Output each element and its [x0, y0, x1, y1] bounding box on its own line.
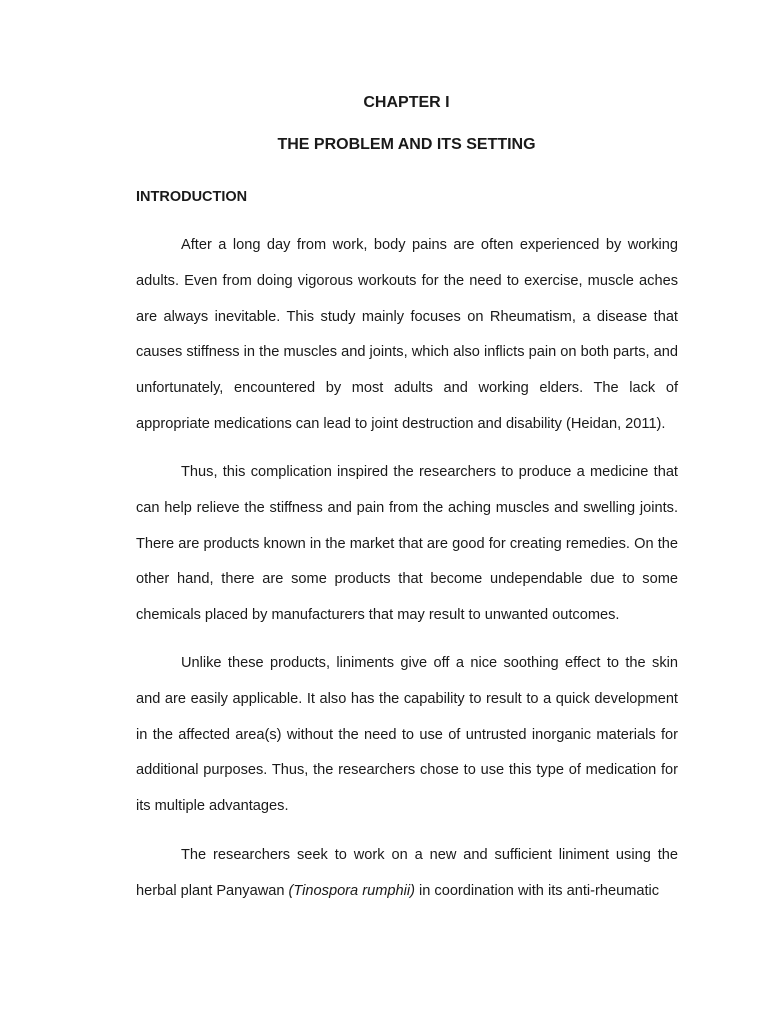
paragraph-4-text-after: in coordination with its anti-rheumatic	[414, 882, 660, 899]
section-heading: INTRODUCTION	[136, 189, 248, 205]
scientific-name: (Tinospora rumphii)	[288, 882, 415, 899]
chapter-title: THE PROBLEM AND ITS SETTING	[277, 136, 536, 153]
paragraph-4	[136, 838, 678, 910]
paragraph-1: After a long day from work, body pains are often experienced by working adults. Even from doing vigorous workouts for the need to exercise, muscle aches are always inevitable. This study mainly focuses on Rheumatism, a disease that causes stiffness in the muscles and joints, which also inflicts pain on both parts, and unfortunately, encountered by most adults and working elders. The lack of appropriate medications can lead to joint destruction and disability (Heidan, 2011).	[136, 237, 678, 432]
paragraph-4-text-before: The researchers seek to work on a new and sufficient liniment using the herbal plant Panyawan	[136, 847, 678, 899]
chapter-heading: CHAPTER I	[363, 94, 450, 111]
paragraph-3: Unlike these products, liniments give off a nice soothing effect to the skin and are easily applicable. It also has the capability to result to a quick development in the affected area(s) without the need to use of untrusted inorganic materials for additional purposes. Thus, the researchers chose to use this type of medication for its multiple advantages.	[136, 655, 678, 815]
paragraph-2: Thus, this complication inspired the researchers to produce a medicine that can help relieve the stiffness and pain from the aching muscles and swelling joints. There are products known in the market that are good for creating remedies. On the other hand, there are some products that become undependable due to some chemicals placed by manufacturers that may result to unwanted outcomes.	[136, 464, 678, 624]
